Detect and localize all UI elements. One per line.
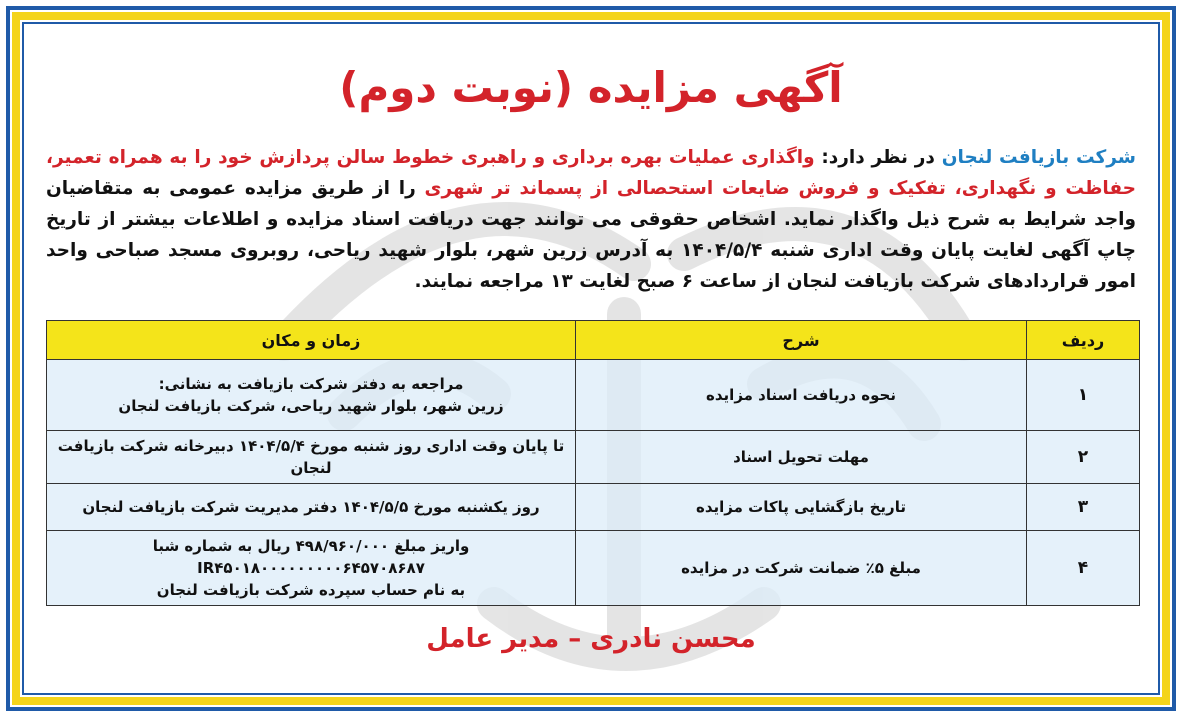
row-time-place: [47, 431, 576, 484]
row-number: ۲: [1027, 431, 1140, 484]
row-time-place: [47, 360, 576, 431]
row-number: ۴: [1027, 531, 1140, 606]
intro-says: در نظر دارد:: [814, 147, 942, 168]
row-number: ۳: [1027, 484, 1140, 531]
row-time-line: زرین شهر، بلوار شهید ریاحی، شرکت بازیافت لنجان: [118, 397, 504, 415]
intro-rest: را از طریق مزایده عمومی به متقاضیان واجد شرایط به شرح ذیل واگذار نماید. اشخاص حقوقی می توانند جهت دریافت اسناد مزایده و اطلاعات بیشتر از تاریخ چاپ آگهی لغایت پایان وقت اداری شنبه ۱۴۰۴/۵/۴ به آدرس زرین شهر، بلوار شهید ریاحی، روبروی مسجد صباحی واحد امور قراردادهای شرکت بازیافت لنجان از ساعت ۶ صبح لغایت ۱۳ مراجعه نمایند.: [46, 178, 1136, 292]
table-header-row: [47, 321, 1140, 360]
row-description: تاریخ بازگشایی پاکات مزایده: [576, 484, 1027, 531]
announcement-panel: [22, 22, 1160, 695]
row-description: مهلت تحویل اسناد: [576, 431, 1027, 484]
page-title: آگهی مزایده (نوبت دوم): [339, 63, 843, 112]
signature: محسن نادری – مدیر عامل: [426, 624, 756, 654]
row-time-line: واریز مبلغ ۴۹۸/۹۶۰/۰۰۰ ریال به شماره شبا IR۴۵۰۱۸۰۰۰۰۰۰۰۰۰۶۴۵۷۰۸۶۸۷: [152, 537, 470, 577]
table-row: [47, 431, 1140, 484]
row-description: نحوه دریافت اسناد مزایده: [576, 360, 1027, 431]
header-row-number: ردیف: [1027, 321, 1140, 360]
row-description: مبلغ ۵٪ ضمانت شرکت در مزایده: [576, 531, 1027, 606]
row-time-place: [47, 531, 576, 606]
table-row: [47, 360, 1140, 431]
table-row: [47, 484, 1140, 531]
row-time-place: [47, 484, 576, 531]
row-time-line: روز یکشنبه مورخ ۱۴۰۴/۵/۵ دفتر مدیریت شرکت بازیافت لنجان: [82, 498, 540, 516]
row-number: ۱: [1027, 360, 1140, 431]
row-time-line: تا پایان وقت اداری روز شنبه مورخ ۱۴۰۴/۵/۴ دبیرخانه شرکت بازیافت لنجان: [57, 437, 565, 477]
row-time-line: به نام حساب سپرده شرکت بازیافت لنجان: [156, 581, 466, 599]
header-time-place: زمان و مکان: [47, 321, 576, 360]
company-name: شرکت بازیافت لنجان: [941, 147, 1136, 168]
row-time-line: مراجعه به دفتر شرکت بازیافت به نشانی:: [158, 375, 464, 393]
intro-highlight: واگذاری عملیات بهره برداری و راهبری خطوط سالن پردازش خود را به همراه تعمیر، حفاظت و نگهداری، تفکیک و فروش ضایعات استحصالی از پسماند تر شهری: [46, 147, 1136, 199]
info-table: [46, 320, 1140, 606]
intro-paragraph: [46, 142, 1136, 297]
table-row: [47, 531, 1140, 606]
header-description: شرح: [576, 321, 1027, 360]
